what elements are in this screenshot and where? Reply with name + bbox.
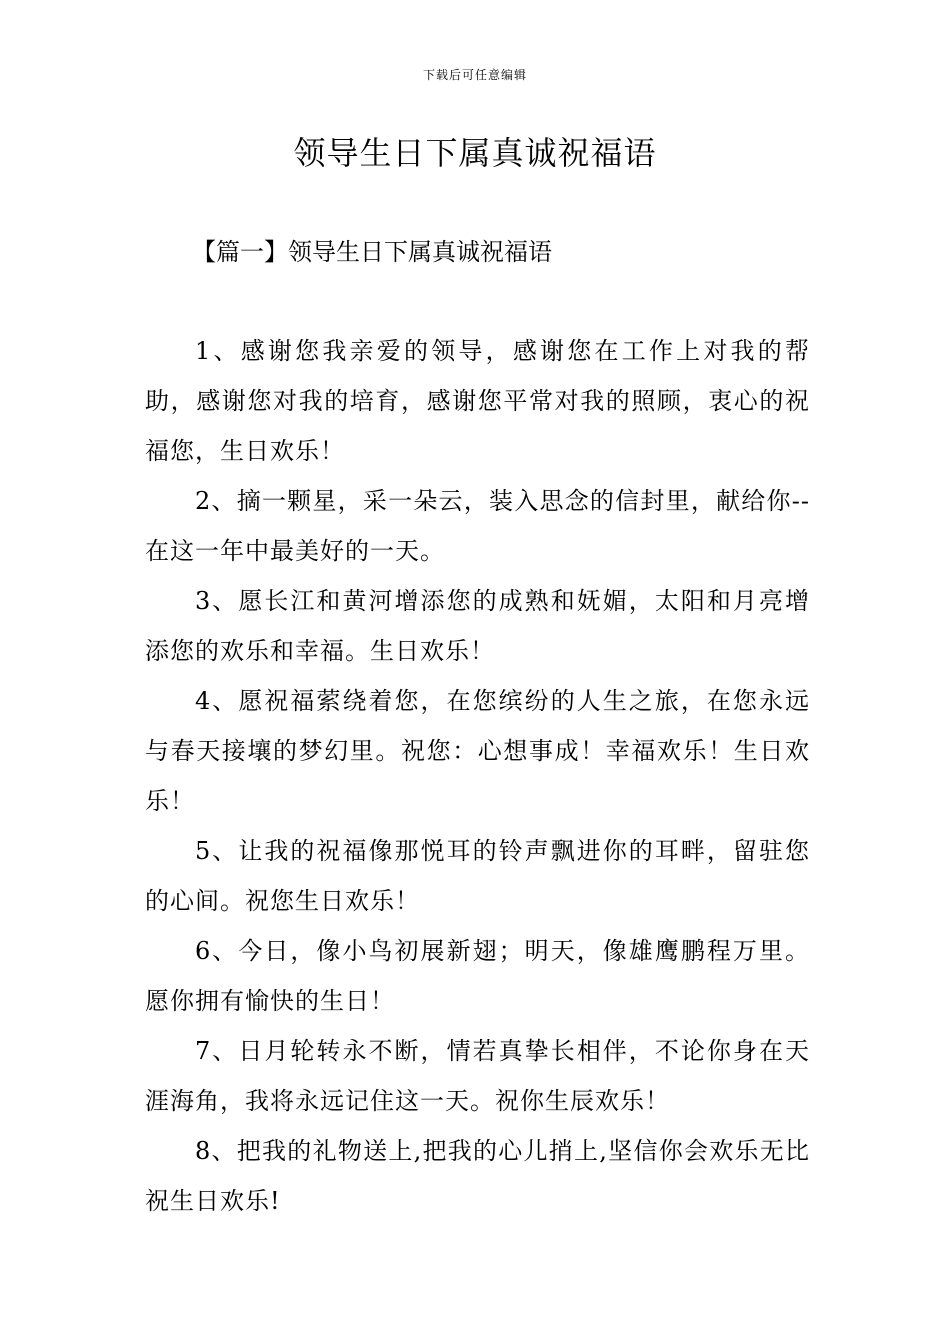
paragraph: 4、愿祝福萦绕着您，在您缤纷的人生之旅，在您永远与春天接壤的梦幻里。祝您：心想事成！幸福欢乐！生日欢乐！ bbox=[145, 687, 810, 815]
header-note: 下载后可任意编辑 bbox=[422, 68, 527, 82]
paragraph: 2、摘一颗星，采一朵云，装入思念的信封里，献给你--在这一年中最美好的一天。 bbox=[145, 487, 810, 565]
section-heading: 【篇一】领导生日下属真诚祝福语 bbox=[192, 238, 552, 266]
paragraph: 7、日月轮转永不断，情若真挚长相伴，不论你身在天涯海角，我将永远记住这一天。祝你生辰欢乐！ bbox=[145, 1037, 810, 1115]
paragraph: 1、感谢您我亲爱的领导，感谢您在工作上对我的帮助，感谢您对我的培育，感谢您平常对我的照顾，衷心的祝福您，生日欢乐！ bbox=[145, 337, 810, 465]
document-body bbox=[145, 326, 810, 1226]
page-title: 领导生日下属真诚祝福语 bbox=[293, 134, 657, 172]
paragraph: 6、今日，像小鸟初展新翅；明天，像雄鹰鹏程万里。愿你拥有愉快的生日！ bbox=[145, 937, 810, 1015]
paragraph: 8、把我的礼物送上,把我的心儿捎上,坚信你会欢乐无比祝生日欢乐! bbox=[145, 1137, 810, 1215]
paragraph: 3、愿长江和黄河增添您的成熟和妩媚，太阳和月亮增添您的欢乐和幸福。生日欢乐！ bbox=[145, 587, 810, 665]
paragraph: 5、让我的祝福像那悦耳的铃声飘进你的耳畔，留驻您的心间。祝您生日欢乐！ bbox=[145, 837, 810, 915]
